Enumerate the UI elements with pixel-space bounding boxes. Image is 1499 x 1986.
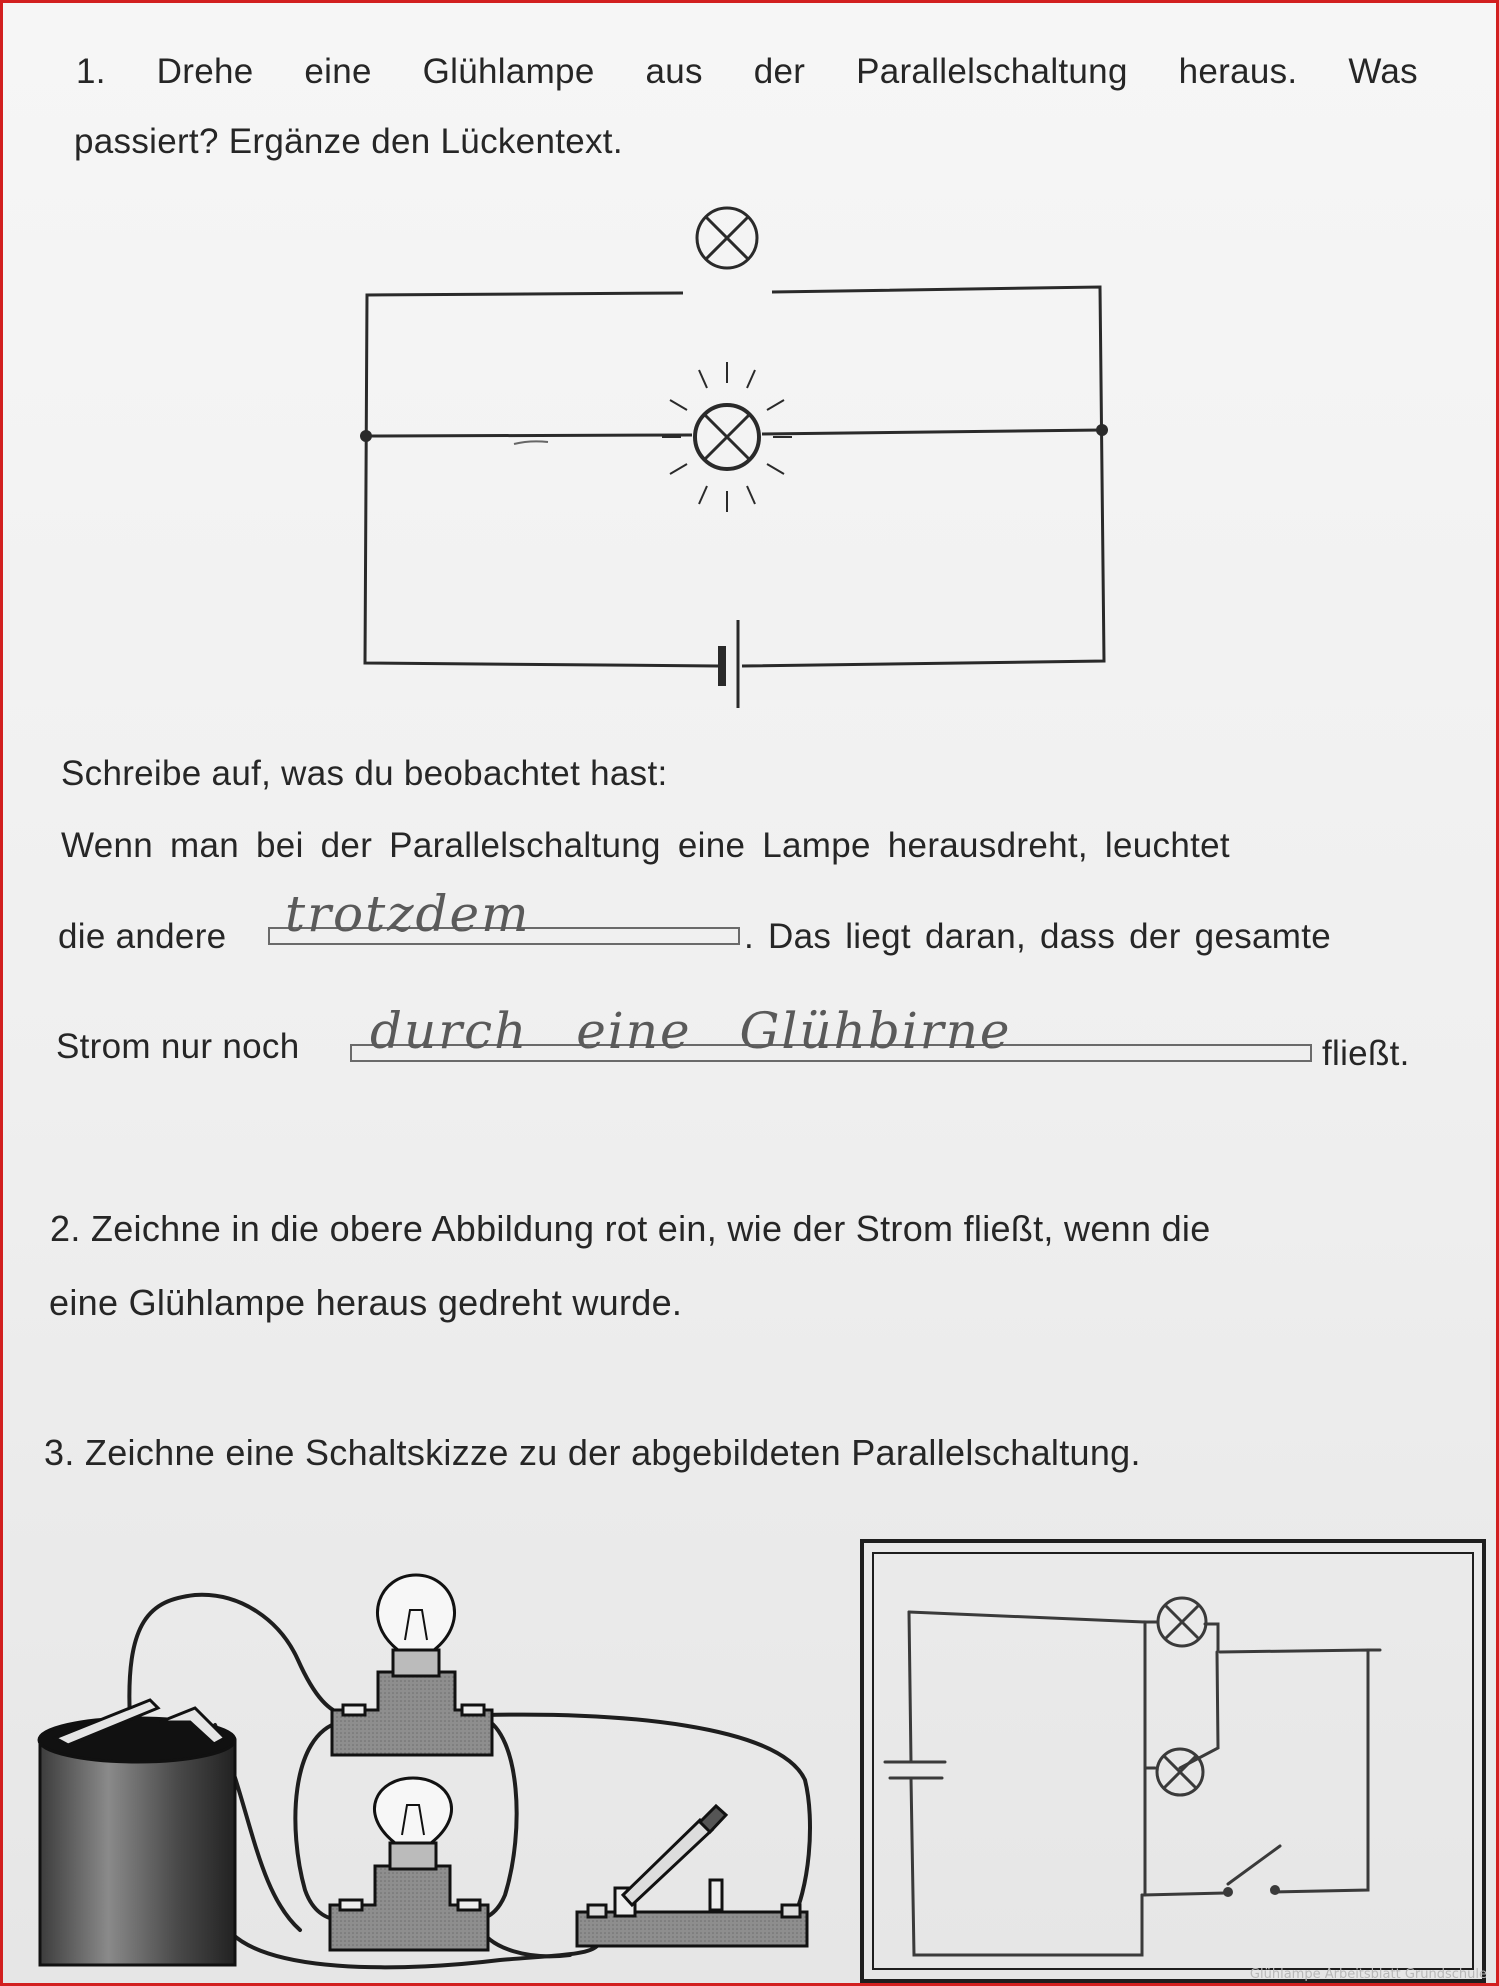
word: heraus. [1178, 52, 1298, 91]
wire [1205, 1624, 1218, 1650]
task2-line2: eine Glühlampe heraus gedreht wurde. [49, 1282, 683, 1323]
wire [1142, 1893, 1225, 1895]
word: Was [1348, 52, 1418, 91]
word: Drehe [156, 52, 254, 91]
observation-line2-after: . Das liegt daran, dass der gesamte [744, 917, 1332, 956]
answer-handwritten-1: trotzdem [285, 885, 531, 943]
word: aus [645, 52, 703, 91]
word: Parallelschaltung [856, 52, 1128, 91]
lamp-symbol [1157, 1749, 1203, 1795]
wire [909, 1612, 1145, 1895]
schematic-frame-outer [862, 1541, 1484, 1981]
switch-lever [1228, 1846, 1280, 1884]
wire [1220, 1650, 1368, 1892]
word: 1. [76, 52, 106, 91]
task3-line1: 3. Zeichne eine Schaltskizze zu der abgebildeten Parallelschaltung. [44, 1432, 1141, 1473]
observation-line3-after: fließt. [1322, 1034, 1410, 1073]
task1-line2: passiert? Ergänze den Lückentext. [74, 122, 623, 161]
answer-handwritten-2: durch eine Glühbirne [370, 1002, 1012, 1060]
observation-line1: Wenn man bei der Parallelschaltung eine Lampe herausdreht, leuchtet [61, 826, 1230, 865]
word: der [753, 52, 806, 91]
observation-line2-before: die andere [58, 917, 227, 956]
switch-contact [1223, 1887, 1233, 1897]
switch-contact [1270, 1885, 1280, 1895]
observation-line3-before: Strom nur noch [56, 1027, 300, 1066]
lamp-symbol [1158, 1598, 1206, 1646]
footer-watermark: Glühlampe Arbeitsblatt Grundschule [1249, 1967, 1487, 1982]
wire [911, 1778, 1142, 1955]
wire [909, 1612, 911, 1762]
word: Glühlampe [422, 52, 595, 91]
observation-heading: Schreibe auf, was du beobachtet hast: [61, 754, 668, 793]
word: eine [304, 52, 372, 91]
task2-line1: 2. Zeichne in die obere Abbildung rot ein, wie der Strom fließt, wenn die [50, 1208, 1211, 1249]
